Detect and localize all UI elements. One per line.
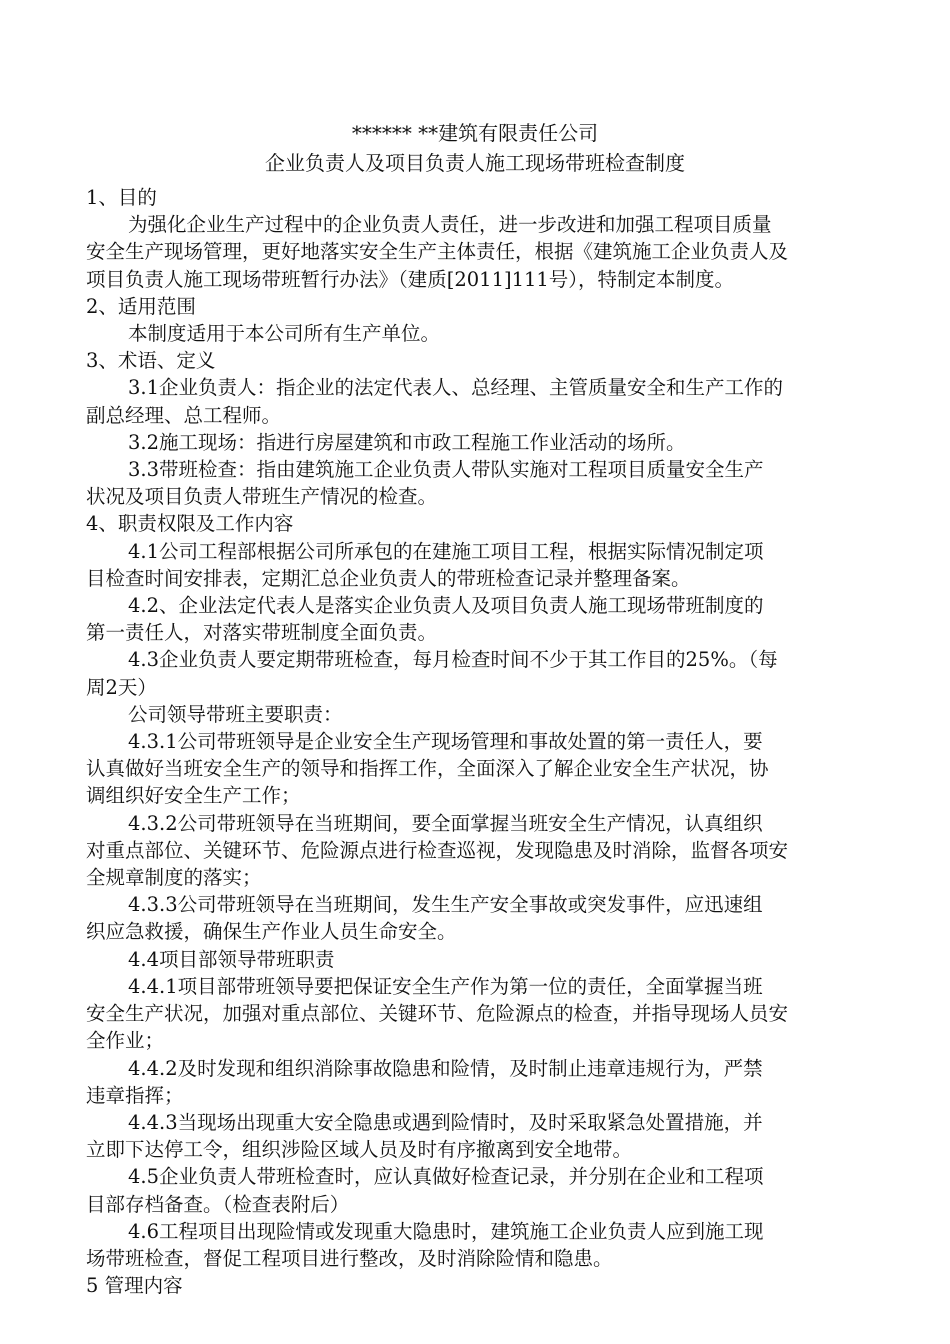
- text-line: 3.1企业负责人：指企业的法定代表人、总经理、主管质量安全和生产工作的: [128, 376, 784, 400]
- text-line: 4.6工程项目出现险情或发现重大隐患时，建筑施工企业负责人应到施工现: [128, 1219, 764, 1243]
- text-line: 违章指挥；: [86, 1083, 184, 1107]
- text-line: 安全生产现场管理，更好地落实安全生产主体责任，根据《建筑施工企业负责人及: [86, 240, 789, 264]
- document-body: [86, 184, 866, 1299]
- text-line: 4.4项目部领导带班职责: [128, 947, 335, 971]
- text-line: 本制度适用于本公司所有生产单位。: [128, 322, 441, 346]
- text-line: 对重点部位、关键环节、危险源点进行检查巡视，发现隐患及时消除，监督各项安: [86, 838, 789, 862]
- text-line: 4.3.2公司带班领导在当班期间，要全面掌握当班安全生产情况，认真组织: [128, 811, 763, 835]
- text-line: 4.5企业负责人带班检查时，应认真做好检查记录，并分别在企业和工程项: [128, 1165, 764, 1189]
- document-title: [0, 118, 950, 178]
- text-line: 4.3企业负责人要定期带班检查，每月检查时间不少于其工作目的25%。（每: [128, 648, 778, 672]
- text-line: 3.2施工现场：指进行房屋建筑和市政工程施工作业活动的场所。: [128, 430, 686, 454]
- text-line: 4.2、企业法定代表人是落实企业负责人及项目负责人施工现场带班制度的: [128, 594, 764, 618]
- text-line: 安全生产状况，加强对重点部位、关键环节、危险源点的检查，并指导现场人员安: [86, 1002, 789, 1026]
- text-line: 项目负责人施工现场带班暂行办法》（建质[2011]111号），特制定本制度。: [86, 267, 735, 291]
- text-line: 目部存档备查。（检查表附后）: [86, 1192, 350, 1216]
- text-line: 4.4.2及时发现和组织消除事故隐患和险情，及时制止违章违规行为，严禁: [128, 1056, 763, 1080]
- text-line: 认真做好当班安全生产的领导和指挥工作，全面深入了解企业安全生产状况，协: [86, 757, 769, 781]
- text-line: 4、职责权限及工作内容: [86, 512, 294, 536]
- text-line: 4.3.3公司带班领导在当班期间，发生生产安全事故或突发事件，应迅速组: [128, 893, 763, 917]
- text-line: 3.3带班检查：指由建筑施工企业负责人带队实施对工程项目质量安全生产: [128, 458, 764, 482]
- company-name: ****** **建筑有限责任公司: [351, 121, 599, 145]
- text-line: 4.1公司工程部根据公司所承包的在建施工项目工程，根据实际情况制定项: [128, 539, 764, 563]
- text-line: 全规章制度的落实；: [86, 866, 262, 890]
- text-line: 1、目的: [86, 186, 157, 209]
- text-line: 全作业；: [86, 1029, 165, 1053]
- text-line: 调组织好安全生产工作；: [86, 784, 301, 808]
- text-line: 2、适用范围: [86, 294, 196, 318]
- text-line: 场带班检查，督促工程项目进行整改，及时消除险情和隐患。: [86, 1246, 613, 1270]
- text-line: 立即下达停工令，组织涉险区域人员及时有序撤离到安全地带。: [86, 1138, 633, 1162]
- text-line: 副总经理、总工程师。: [86, 403, 282, 427]
- text-line: 织应急救援，确保生产作业人员生命安全。: [86, 920, 457, 944]
- text-line: 公司领导带班主要职责：: [128, 702, 343, 726]
- text-line: 状况及项目负责人带班生产情况的检查。: [86, 485, 438, 509]
- text-line: 周2天）: [86, 675, 157, 699]
- text-line: 4.4.1项目部带班领导要把保证安全生产作为第一位的责任，全面掌握当班: [128, 974, 763, 998]
- text-line: 5 管理内容: [86, 1274, 183, 1298]
- regulation-title: 企业负责人及项目负责人施工现场带班检查制度: [265, 151, 685, 175]
- text-line: 为强化企业生产过程中的企业负责人责任，进一步改进和加强工程项目质量: [128, 213, 772, 237]
- text-line: 第一责任人，对落实带班制度全面负责。: [86, 621, 438, 645]
- text-line: 4.4.3当现场出现重大安全隐患或遇到险情时，及时采取紧急处置措施，并: [128, 1110, 763, 1134]
- text-line: 目检查时间安排表，定期汇总企业负责人的带班检查记录并整理备案。: [86, 566, 691, 590]
- text-line: 3、术语、定义: [86, 349, 216, 373]
- text-line: 4.3.1公司带班领导是企业安全生产现场管理和事故处置的第一责任人，要: [128, 730, 763, 754]
